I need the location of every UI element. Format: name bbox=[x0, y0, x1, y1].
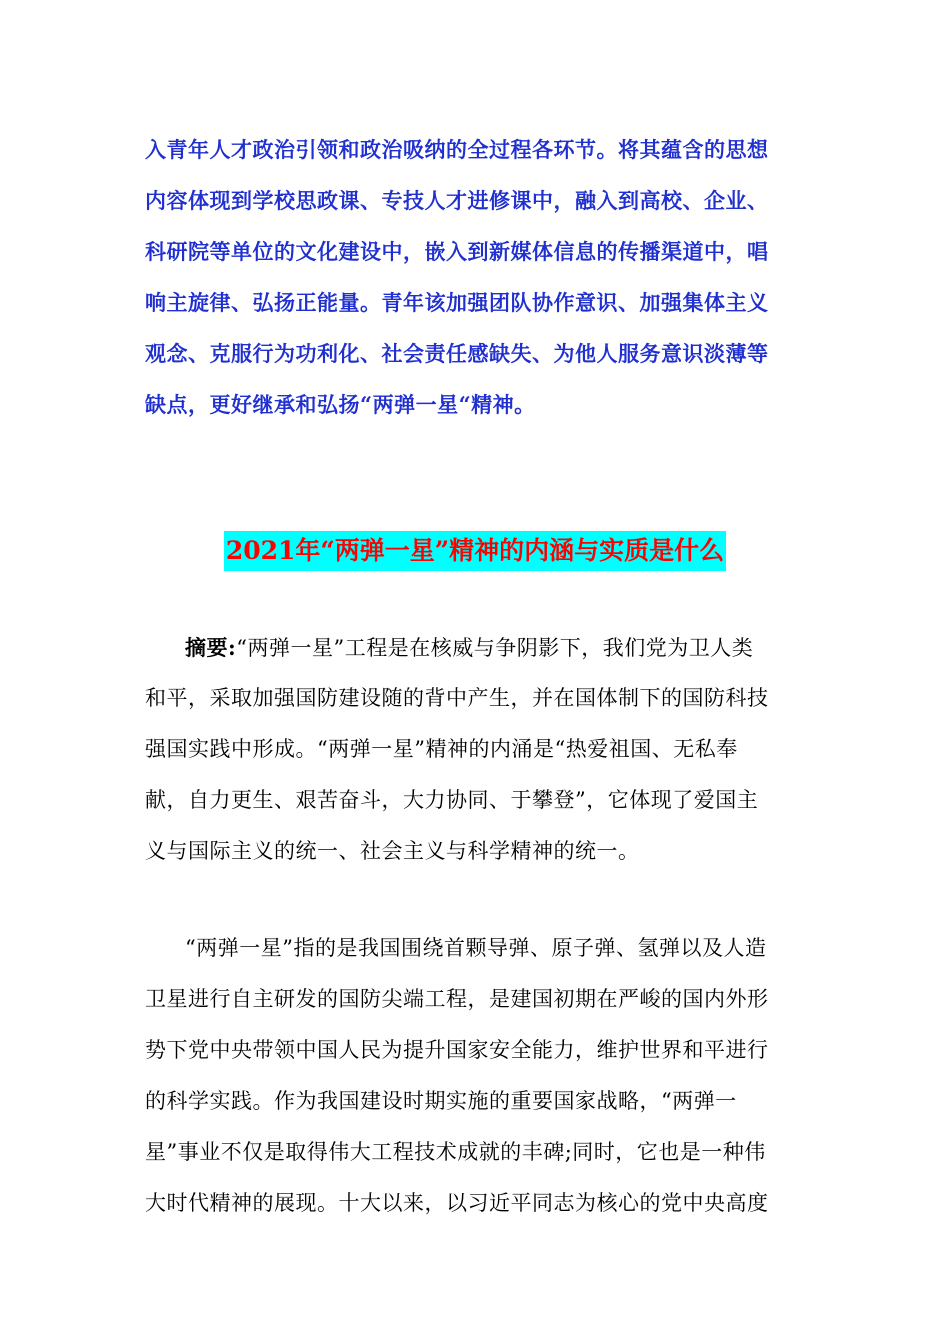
paragraph-line: 和平，采取加强国防建设随的背中产生，并在国体制下的国防科技 bbox=[145, 686, 769, 710]
abstract-paragraph bbox=[145, 622, 805, 877]
paragraph-line: 星”事业不仅是取得伟大工程技术成就的丰碑;同时，它也是一种伟 bbox=[145, 1140, 766, 1164]
paragraph-line: 内容体现到学校思政课、专技人才进修课中，融入到高校、企业、 bbox=[145, 188, 769, 213]
abstract-first-line bbox=[145, 622, 805, 673]
paragraph-line: “两弹一星”指的是我国围绕首颗导弹、原子弹、氢弹以及人造 bbox=[185, 936, 767, 960]
paragraph-line: 势下党中央带领中国人民为提升国家安全能力，维护世界和平进行 bbox=[145, 1038, 769, 1062]
paragraph-line: 的科学实践。作为我国建设时期实施的重要国家战略，“两弹一 bbox=[145, 1089, 737, 1113]
heading-wrapper bbox=[0, 531, 950, 571]
abstract-first-line-text: “两弹一星”工程是在核威与争阴影下，我们党为卫人类 bbox=[236, 636, 754, 660]
paragraph-line: 卫星进行自主研发的国防尖端工程，是建国初期在严峻的国内外形 bbox=[145, 987, 769, 1011]
blue-paragraph bbox=[145, 124, 805, 430]
paragraph-line: 缺点，更好继承和弘扬“两弹一星“精神。 bbox=[145, 392, 536, 417]
paragraph-line: 入青年人才政治引领和政治吸纳的全过程各环节。将其蕴含的思想 bbox=[145, 137, 769, 162]
body-paragraph bbox=[145, 923, 805, 1229]
paragraph-line: 科研院等单位的文化建设中，嵌入到新媒体信息的传播渠道中，唱 bbox=[145, 239, 769, 264]
paragraph-line: 响主旋律、弘扬正能量。青年该加强团队协作意识、加强集体主义 bbox=[145, 290, 769, 315]
paragraph-line: 观念、克服行为功利化、社会责任感缺失、为他人服务意识淡薄等 bbox=[145, 341, 769, 366]
section-heading: 2021年“两弹一星”精神的内涵与实质是什么 bbox=[224, 531, 726, 571]
paragraph-line: 义与国际主义的统一、社会主义与科学精神的统一。 bbox=[145, 839, 640, 863]
paragraph-line: 大时代精神的展现。十大以来，以习近平同志为核心的党中央高度 bbox=[145, 1191, 769, 1215]
abstract-label: 摘要: bbox=[185, 635, 237, 660]
paragraph-line: 献，自力更生、艰苦奋斗，大力协同、于攀登”，它体现了爱国主 bbox=[145, 788, 759, 812]
paragraph-line: 强国实践中形成。“两弹一星”精神的内涌是“热爱祖国、无私奉 bbox=[145, 737, 738, 761]
